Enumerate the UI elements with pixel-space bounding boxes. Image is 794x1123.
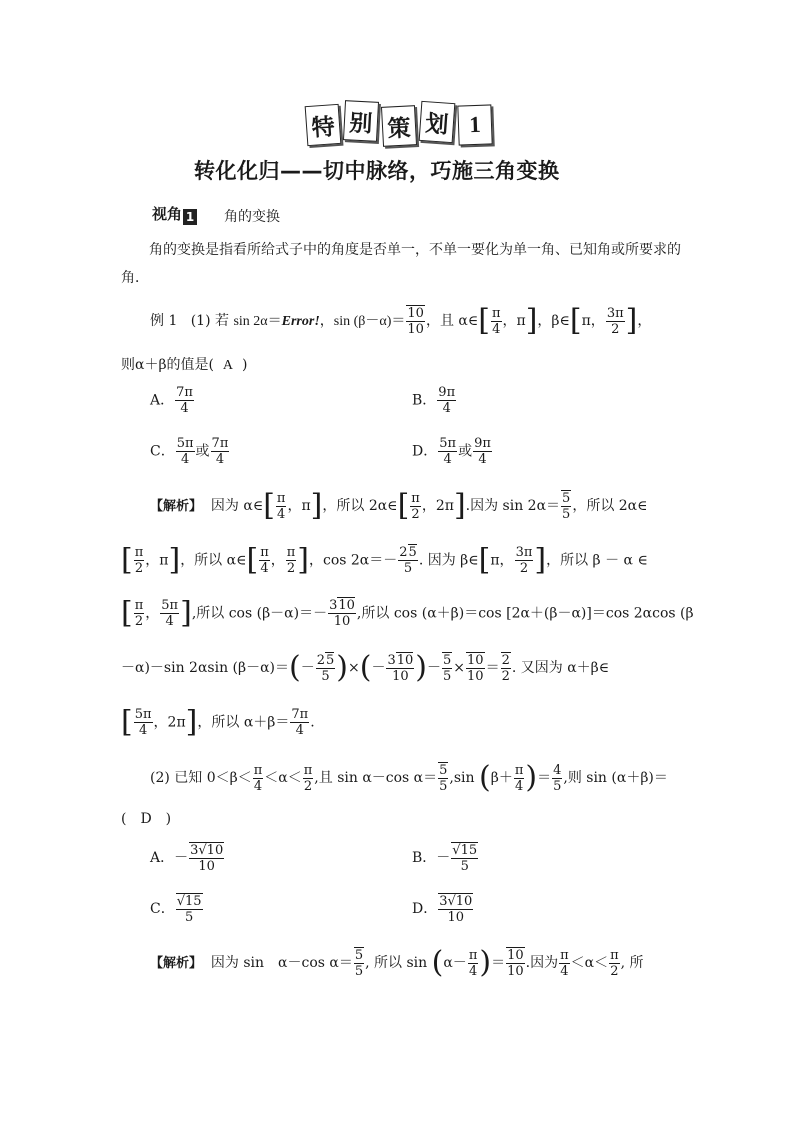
section-badge: 1 <box>183 209 197 225</box>
option-sign: － <box>436 850 451 866</box>
ask-text: 则α＋β的值是( <box>121 357 215 373</box>
option-label: A． <box>150 392 175 409</box>
option-den: 10 <box>198 859 215 874</box>
option-num: 3√10 <box>190 843 224 858</box>
option-num: 7π <box>211 436 229 451</box>
option-label: C． <box>150 443 175 460</box>
option-a <box>150 385 195 416</box>
analysis-line-4: －α)－sin 2αsin (β－α)＝(－ $\frac{25}{5}$ )×(－ $\frac{310}{10}$ )－ $\frac{5}{5}$ × $\frac{10}{10}$ ＝ $\frac{2}{2}$ . 又因为 α＋β∈ <box>121 650 610 685</box>
close-paren: ) <box>241 357 248 373</box>
example1-part2: (2) 已知 0＜β＜ $\frac{\pi}{4}$ ＜α＜ $\frac{\pi}{2}$ ,且 sin α－cos α＝ $\frac{5}{5}$ ,sin (β＋ $\frac{\pi}{4}$ )＝ $\frac{4}{5}$ ,则 sin (α＋β)＝ <box>150 760 668 795</box>
answer-text: A <box>222 358 234 373</box>
option-label: C． <box>150 901 175 917</box>
option-c <box>150 893 204 925</box>
option-num: √15 <box>176 894 202 909</box>
option-label: B． <box>412 392 437 409</box>
option-b <box>412 842 479 874</box>
option-d <box>412 893 474 925</box>
option-den: 4 <box>478 452 487 467</box>
option-d <box>412 436 493 467</box>
part2-label: (2) 已知 <box>150 770 203 786</box>
section-title: 角的变换 <box>224 209 280 225</box>
option-sign: － <box>174 850 189 866</box>
option-num: 9π <box>438 385 456 400</box>
analysis-tag: 【解析】 <box>150 499 203 514</box>
option-num: 5π <box>439 436 457 451</box>
error-text: Error! <box>281 314 320 329</box>
page-subtitle: 转化化归——切中脉络，巧施三角变换 <box>194 159 560 183</box>
banner-card: 1 <box>457 104 492 145</box>
analysis-line-1: 【解析】 因为 α∈[ $\frac{\pi}{4}$ ，π]，所以 2α∈[ $\frac{\pi}{2}$ ，2π].因为 sin 2α＝ $\frac{5}{5}$ ，所以 2α∈ <box>150 488 648 523</box>
option-num: 5π <box>176 436 194 451</box>
example1-ask <box>121 354 247 374</box>
option-num: √15 <box>452 843 478 858</box>
option-label: B． <box>412 850 437 866</box>
option-num: 7π <box>176 385 193 400</box>
option-den: 5 <box>184 910 194 925</box>
analysis-line-2: [ $\frac{\pi}{2}$ ，π]，所以 α∈[ $\frac{\pi}{4}$ ， $\frac{\pi}{2}$ ]，cos 2α＝－ $\frac{25}{5}$ . 因为 β∈[π， $\frac{3\pi}{2}$ ]，所以 β － α ∈ <box>121 542 648 578</box>
section-label <box>152 203 197 225</box>
banner-card: 划 <box>419 101 456 143</box>
option-or: 或 <box>195 443 210 460</box>
option-num: 3√10 <box>439 894 473 909</box>
option-c <box>150 436 230 467</box>
analysis-line-3: [ $\frac{\pi}{2}$ ， $\frac{5\pi}{4}$ ],所以 cos (β－α)＝－ $\frac{310}{10}$ ,所以 cos (α＋β)＝cos [2α＋(β－α)]＝cos 2αcos (β <box>121 595 694 631</box>
option-b <box>412 385 457 416</box>
option-label: A． <box>150 850 175 866</box>
section-label-text: 视角 <box>152 205 183 223</box>
banner-card: 别 <box>343 100 379 142</box>
option-den: 10 <box>447 910 465 925</box>
banner-card: 特 <box>305 104 342 146</box>
analysis2-line-1: 【解析】 因为 sin α－cos α＝ $\frac{5}{5}$ , 所以 sin (α－ $\frac{\pi}{4}$ )＝ $\frac{10}{10}$ .因为 $\frac{\pi}{4}$ ＜α＜ $\frac{\pi}{2}$ , 所 <box>150 945 644 980</box>
option-label: D． <box>412 901 438 917</box>
option-a <box>150 842 225 874</box>
option-or: 或 <box>458 443 473 460</box>
part2-answer: ( D ) <box>121 811 172 827</box>
analysis-line-5: [ $\frac{5\pi}{4}$ ，2π]，所以 α＋β＝ $\frac{7\pi}{4}$ . <box>121 704 315 740</box>
example-head: 例 1 <box>150 313 178 329</box>
example1-question: 例 1 (1) 若 sin 2α＝Error!，sin (β－α)＝ $\frac{10}{10}$ ，且 α∈[ $\frac{\pi}{4}$ ，π]，β∈[π， $\frac{3\pi}{2}$ ]， <box>150 303 652 338</box>
option-den: 4 <box>443 452 452 467</box>
banner-card: 策 <box>381 105 417 147</box>
option-num: 9π <box>474 436 491 451</box>
option-den: 4 <box>442 401 451 416</box>
option-den: 4 <box>215 452 225 467</box>
intro-paragraph: 角的变换是指看所给式子中的角度是否单一，不单一要化为单一角、已知角或所要求的角． <box>121 242 681 286</box>
option-den: 4 <box>180 401 189 416</box>
analysis-tag: 【解析】 <box>150 956 203 971</box>
option-den: 5 <box>460 859 469 874</box>
example-part: (1) 若 <box>190 313 229 329</box>
option-label: D． <box>412 443 438 460</box>
option-den: 4 <box>180 452 190 467</box>
